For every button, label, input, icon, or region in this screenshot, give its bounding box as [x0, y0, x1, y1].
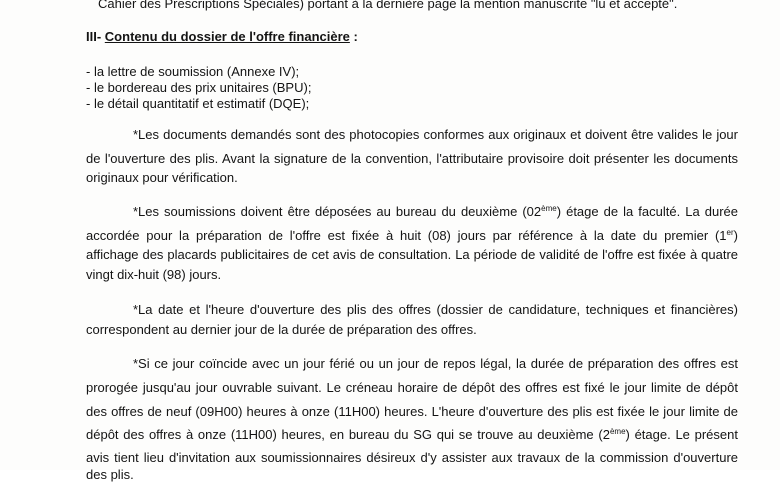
superscript: er: [726, 228, 734, 237]
p4-l4-text-b: ) étage. Le présent: [625, 427, 738, 442]
paragraph-4-line-5: avis tient lieu d'invitation aux soumissionnaires désireux d'y assister aux travaux de la commission d'ouverture: [86, 450, 738, 465]
paragraph-4-line-4: [86, 428, 738, 441]
paragraph-3-line-2: correspondent au dernier jour de la durée de préparation des offres.: [86, 322, 477, 337]
superscript: ème: [609, 427, 626, 436]
list-item: - la lettre de soumission (Annexe IV);: [86, 64, 300, 79]
paragraph-2-line-3: affichage des placards publicitaires de cet avis de consultation. La période de validité de l'offre est fixée à quatre: [86, 247, 738, 262]
paragraph-3-line-1: *La date et l'heure d'ouverture des plis des offres (dossier de candidature, techniques et financières): [133, 302, 738, 317]
paragraph-2-line-1: [133, 205, 738, 218]
p2-l1-text-a: *Les soumissions doivent être déposées au bureau du deuxième (02: [133, 204, 542, 219]
superscript: ème: [541, 204, 557, 213]
p2-l2-text-b: ): [733, 228, 738, 243]
top-line: Cahier des Prescriptions Spéciales) portant à la dernière page la mention manuscrite "lu et accepté".: [98, 0, 678, 11]
paragraph-4-line-1: *Si ce jour coïncide avec un jour férié ou un jour de repos légal, la durée de préparation des offres est: [133, 356, 738, 371]
section-title: Contenu du dossier de l'offre financière: [104, 29, 350, 44]
paragraph-4-line-6: des plis.: [86, 467, 134, 482]
section-colon: :: [349, 29, 358, 44]
list-item: - le bordereau des prix unitaires (BPU);: [86, 80, 312, 95]
paragraph-4-line-2: prorogée jusqu'au jour ouvrable suivant. Le créneau horaire de dépôt des offres est fixé le jour limite de dépôt: [86, 380, 738, 395]
p2-l2-text-a: accordée pour la préparation de l'offre est fixée à huit (08) jours par référence à la date du premier (1: [86, 228, 727, 243]
paragraph-2-line-4: vingt dix-huit (98) jours.: [86, 267, 222, 282]
p2-l1-text-b: ) étage de la faculté. La durée: [556, 204, 739, 219]
section-heading: [86, 30, 358, 43]
list-item: - le détail quantitatif et estimatif (DQE);: [86, 96, 310, 111]
paragraph-1-line-1: *Les documents demandés sont des photocopies conformes aux originaux et doivent être valides le jour: [133, 127, 738, 142]
paragraph-1-line-2: de l'ouverture des plis. Avant la signature de la convention, l'attributaire provisoire doit présenter les documents: [86, 151, 738, 166]
paragraph-4-line-3: des offres de neuf (09H00) heures à onze (11H00) heures. L'heure d'ouverture des plis est fixée le jour limite de: [86, 404, 738, 419]
paragraph-1-line-3: originaux pour vérification.: [86, 170, 238, 185]
p4-l4-text-a: dépôt des offres à onze (11H00) heures, en bureau du SG qui se trouve au deuxième (2: [86, 427, 610, 442]
section-number: III-: [86, 29, 102, 44]
paragraph-2-line-2: [86, 229, 738, 242]
